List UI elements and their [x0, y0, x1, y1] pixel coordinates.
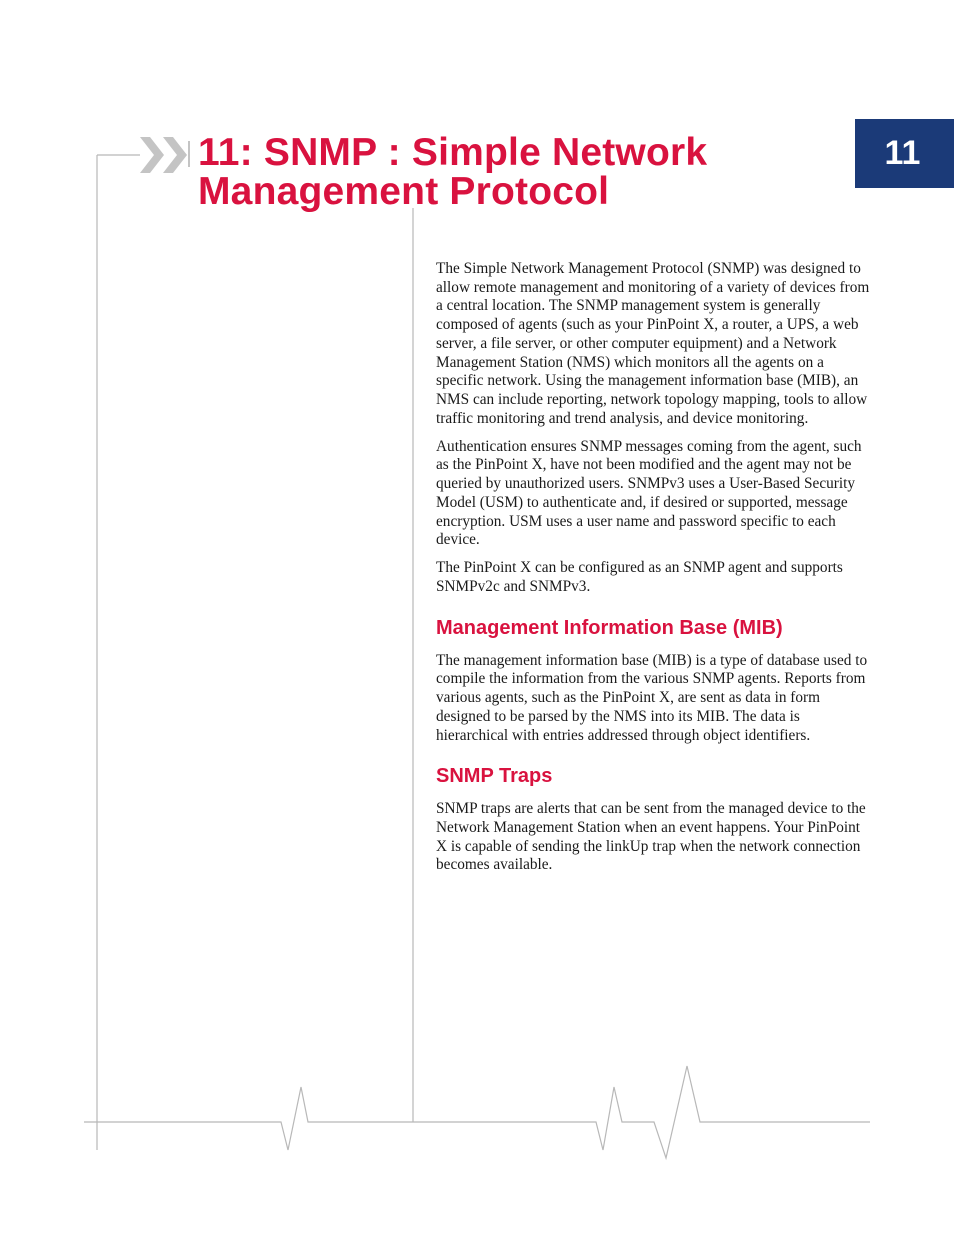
mib-section-heading: Management Information Base (MIB): [436, 616, 783, 639]
chapter-number: 11: [884, 134, 921, 172]
mib-paragraph: The management information base (MIB) is a type of database used to compile the information from the various SNMP agents. Reports from various agents, such as the PinPoint X, are sent as data in form designed to be parsed by the NMS into its MIB. The data is hierarchical with entries addressed through object identifiers.: [436, 651, 868, 744]
body-content: [436, 260, 872, 884]
chapter-title: [198, 133, 818, 211]
chapter-title-line-1: 11: SNMP : Simple Network: [198, 131, 708, 174]
double-chevron-icon: [140, 137, 190, 173]
chapter-number-tab: [855, 119, 954, 188]
chapter-title-line-2: Management Protocol: [198, 170, 610, 213]
intro-paragraph-2: Authentication ensures SNMP messages coming from the agent, such as the PinPoint X, have not been modified and the agent may not be queried by unauthorized users. SNMPv3 uses a User-Based Security Model (USM) to authenticate and, if desired or supported, message encryption. USM uses a user name and password specific to each device.: [436, 437, 862, 549]
traps-paragraph: SNMP traps are alerts that can be sent from the managed device to the Network Management Station when an event happens. Your PinPoint X is capable of sending the linkUp trap when the network connection becomes available.: [436, 800, 866, 874]
intro-paragraph-3: The PinPoint X can be configured as an SNMP agent and supports SNMPv2c and SNMPv3.: [436, 559, 843, 596]
intro-paragraph-1: The Simple Network Management Protocol (SNMP) was designed to allow remote management and monitoring of a variety of devices from a central location. The SNMP management system is generally composed of agents (such as your PinPoint X, a router, a UPS, a web server, a file server, or other computer equipment) and a Network Management Station (NMS) which monitors all the agents on a specific network. Using the management information base (MIB), an NMS can include reporting, network topology mapping, tools to allow traffic monitoring and trend analysis, and device monitoring.: [436, 260, 870, 427]
traps-section-heading: SNMP Traps: [436, 765, 553, 788]
